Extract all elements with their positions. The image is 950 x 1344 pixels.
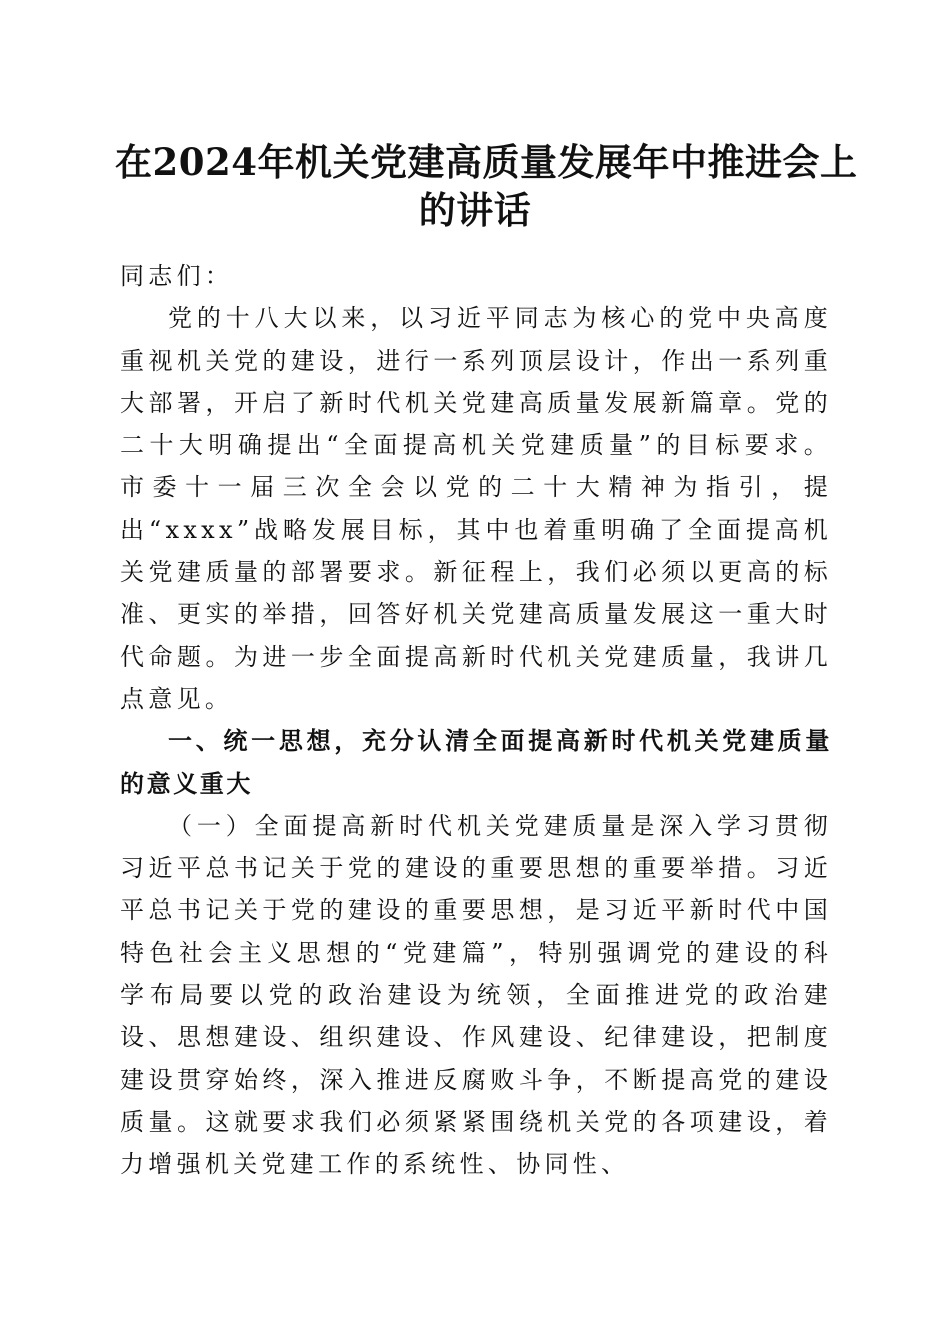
title-line-2: 的讲话 xyxy=(418,188,532,232)
intro-paragraph: 党的十八大以来，以习近平同志为核心的党中央高度重视机关党的建设，进行一系列顶层设计，作出一系列重大部署，开启了新时代机关党建高质量发展新篇章。党的二十大明确提出“全面提高机关党建质量”的目标要求。市委十一届三次全会以党的二十大精神为指引，提出“xxxx”战略发展目标，其中也着重明确了全面提高机关党建质量的部署要求。新征程上，我们必须以更高的标准、更实的举措，回答好机关党建高质量发展这一重大时代命题。为进一步全面提高新时代机关党建质量，我讲几点意见。 xyxy=(120,304,832,713)
greeting: 同志们： xyxy=(120,262,234,290)
document-title xyxy=(115,138,858,234)
document-body xyxy=(120,255,832,1186)
subsection-paragraph: （一）全面提高新时代机关党建质量是深入学习贯彻习近平总书记关于党的建设的重要思想的重要举措。习近平总书记关于党的建设的重要思想，是习近平新时代中国特色社会主义思想的“党建篇”，特别强调党的建设的科学布局要以党的政治建设为统领，全面推进党的政治建设、思想建设、组织建设、作风建设、纪律建设，把制度建设贯穿始终，深入推进反腐败斗争，不断提高党的建设质量。这就要求我们必须紧紧围绕机关党的各项建设，着力增强机关党建工作的系统性、协同性、 xyxy=(120,811,832,1179)
section-heading: 一、统一思想，充分认清全面提高新时代机关党建质量的意义重大 xyxy=(120,727,832,798)
title-line-1: 在2024年机关党建高质量发展年中推进会上 xyxy=(115,140,858,184)
